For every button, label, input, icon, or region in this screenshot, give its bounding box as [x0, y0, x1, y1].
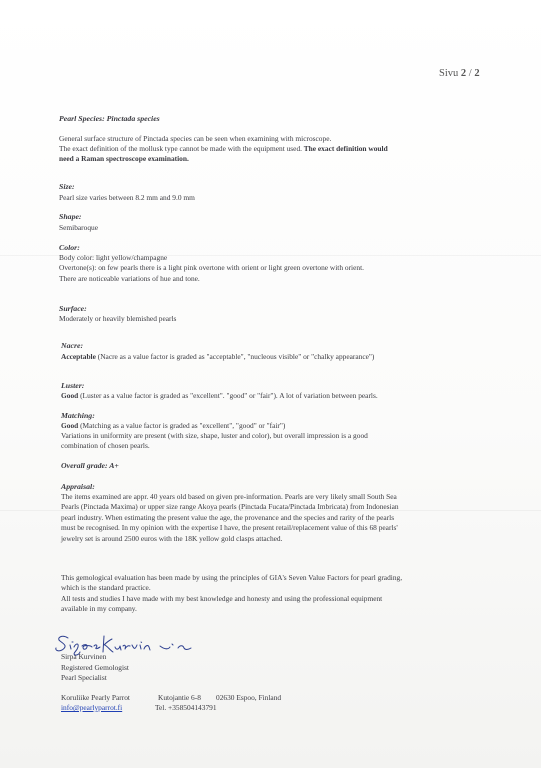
nacre-grade: Acceptable: [61, 352, 96, 361]
nacre-text: [61, 352, 374, 362]
luster-heading: Luster:: [61, 381, 85, 390]
matching-text: [61, 421, 285, 431]
species-line-2: [59, 144, 388, 154]
page-separator: /: [466, 68, 475, 79]
company-postal: 02630 Espoo, Finland: [216, 693, 282, 702]
color-heading: Color:: [59, 243, 80, 252]
shape-heading: Shape:: [59, 212, 82, 221]
species-line-2-bold: The exact definition would: [302, 144, 388, 153]
matching-line-2: Variations in uniformity are present (with size, shape, luster and color), but overall impression is a good: [61, 431, 368, 440]
page-label: Sivu: [439, 68, 459, 79]
appraisal-line: pearl industry. When estimating the present value the age, the provenance and the species and rarity of the pearls: [61, 512, 395, 522]
closing-line: which is the standard practice.: [61, 583, 151, 593]
luster-description: (Luster as a value factor is graded as "excellent". "good" or "fair"). A lot of variation between pearls.: [78, 391, 378, 400]
company-phone: Tel. +358504143791: [155, 703, 217, 712]
matching-line-3: combination of chosen pearls.: [61, 441, 150, 450]
closing-line: available in my company.: [61, 604, 137, 614]
appraisal-body: [61, 492, 399, 544]
company-name: Koruliike Pearly Parrot: [61, 693, 130, 702]
species-heading: Pearl Species: Pinctada species: [59, 114, 160, 123]
size-text: Pearl size varies between 8.2 mm and 9.0 mm: [59, 193, 195, 202]
page-number: [439, 68, 480, 79]
nacre-heading: Nacre:: [61, 341, 84, 350]
closing-line: All tests and studies I have made with my best knowledge and honesty and using the professional equipment: [61, 593, 383, 603]
signer-title-1: Registered Gemologist: [61, 663, 129, 672]
species-line-3: need a Raman spectroscope examination.: [59, 154, 189, 163]
nacre-description: (Nacre as a value factor is graded as "acceptable", "nucleous visible" or "chalky appearance"): [95, 352, 375, 361]
matching-heading: Matching:: [61, 411, 95, 420]
species-line-2-normal: The exact definition of the mollusk type cannot be made with the equipment used.: [59, 144, 303, 153]
appraisal-line: The items examined are appr. 40 years old based on given pre-information. Pearls are very likely small South Sea: [61, 492, 397, 501]
page-current: 2: [460, 68, 467, 79]
appraisal-line: must be recognised. In my opinion with the expertise I have, the present retail/replacement value of this 68 pearls': [61, 523, 398, 533]
signer-title-2: Pearl Specialist: [61, 673, 107, 682]
shape-text: Semibaroque: [59, 223, 98, 232]
signer-name: Sirpa Kurvinen: [61, 652, 107, 661]
surface-heading: Surface:: [59, 304, 87, 313]
appraisal-heading: Appraisal:: [61, 482, 95, 491]
species-line-1: General surface structure of Pinctada species can be seen when examining with microscope.: [59, 134, 332, 143]
overall-grade-heading: Overall grade:: [61, 461, 108, 470]
overall-grade: [61, 461, 119, 470]
luster-text: [61, 391, 378, 401]
luster-grade: Good: [61, 391, 79, 400]
color-line-1: Body color: light yellow/champagne: [59, 253, 168, 262]
size-heading: Size:: [59, 182, 75, 191]
appraisal-line: Pearls (Pinctada Maxima) or upper size range Akoya pearls (Pinctada Fucata/Pinctada Imbricata) from Indonesian: [61, 502, 399, 512]
surface-text: Moderately or heavily blemished pearls: [59, 314, 177, 323]
company-address: Kutojantie 6-8: [158, 693, 201, 702]
matching-description: (Matching as a value factor is graded as "excellent", "good" or "fair"): [78, 421, 286, 430]
overall-grade-value: A+: [109, 461, 119, 470]
page-total: 2: [474, 68, 480, 79]
matching-grade: Good: [61, 421, 79, 430]
appraisal-line: jewelry set is around 2500 euros with the 18K yellow gold clasps attached.: [61, 533, 283, 543]
closing-line: This gemological evaluation has been made by using the principles of GIA's Seven Value Factors for pearl grading,: [61, 573, 403, 582]
color-line-3: There are noticeable variations of hue and tone.: [59, 274, 200, 283]
company-email-link[interactable]: info@pearlyparrot.fi: [61, 703, 123, 712]
color-line-2: Overtone(s): on few pearls there is a light pink overtone with orient or light green overtone with orient.: [59, 263, 364, 272]
closing-statement: [61, 573, 402, 615]
